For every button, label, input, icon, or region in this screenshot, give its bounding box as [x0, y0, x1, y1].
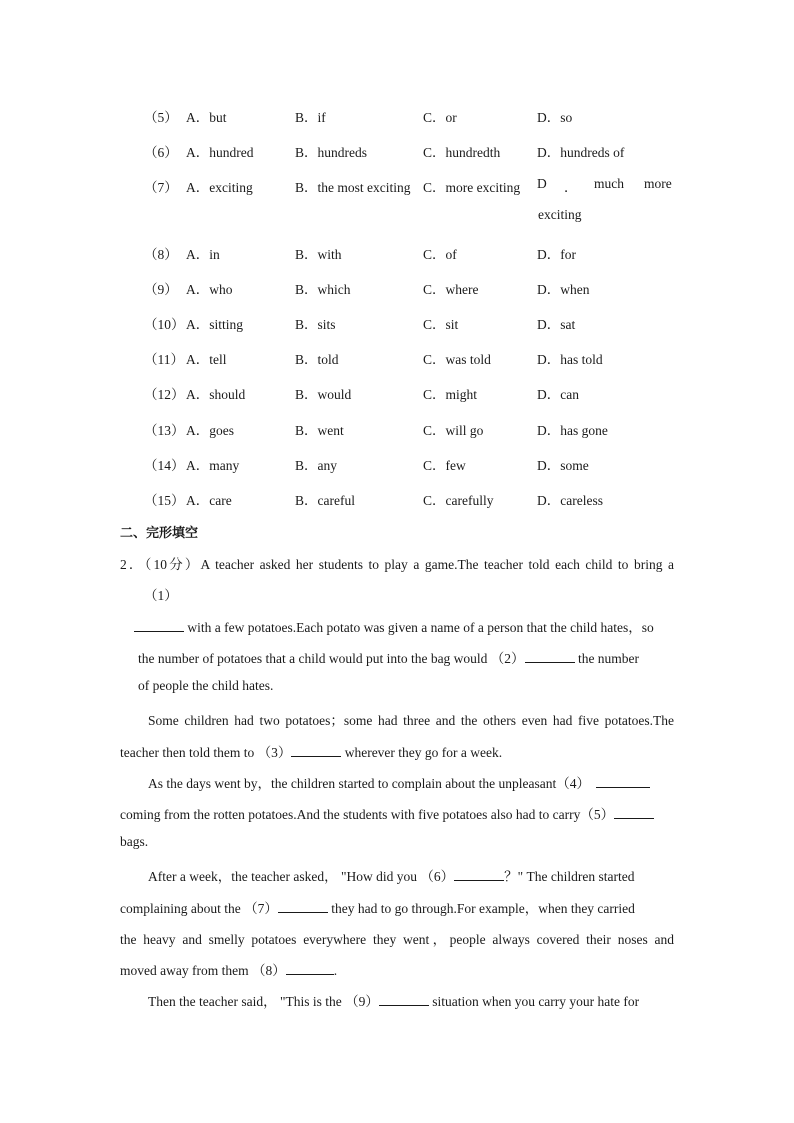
option-row-7-continued: [0, 207, 794, 227]
option-d: D．hundreds of: [537, 145, 625, 160]
passage-text: Then the teacher said， "This is the （9）: [148, 994, 379, 1009]
option-b: B．if: [295, 110, 326, 125]
question-number: （11）: [144, 352, 184, 367]
option-b: B．told: [295, 352, 339, 367]
option-d: D．sat: [537, 317, 576, 332]
question-number: （9）: [144, 282, 178, 297]
option-d: D．for: [537, 247, 576, 262]
passage-text: As the days went by，the children started to complain about the unpleasant（4）: [148, 776, 591, 791]
option-d-much: much: [594, 176, 624, 191]
option-row-6: [0, 141, 794, 161]
option-c: C．or: [423, 110, 457, 125]
option-row-15: [0, 489, 794, 509]
answer-blank-2[interactable]: [525, 650, 575, 663]
option-a: A．hundred: [186, 145, 254, 160]
option-b: B．went: [295, 423, 344, 438]
question-number: （12）: [144, 387, 185, 402]
passage-line-13: the heavy and smelly potatoes everywhere they went，people always covered their noses and: [120, 932, 674, 947]
option-d: D．has gone: [537, 423, 608, 438]
passage-text: the number: [574, 651, 640, 666]
option-b: B．careful: [295, 493, 355, 508]
option-b: B．which: [295, 282, 351, 297]
option-a: A．sitting: [186, 317, 244, 332]
option-a: A．who: [186, 282, 233, 297]
passage-text: coming from the rotten potatoes.And the students with five potatoes also had to carry（5）: [120, 807, 615, 822]
option-a: A．goes: [186, 423, 234, 438]
option-row-10: [0, 313, 794, 333]
passage-line-8: [148, 772, 650, 792]
option-a: A．exciting: [186, 180, 253, 195]
option-d: D．so: [537, 110, 573, 125]
option-d-more: more: [644, 176, 672, 191]
passage-line-14: [120, 959, 337, 979]
passage-text: complaining about the （7）: [120, 901, 278, 916]
option-a: A．should: [186, 387, 246, 402]
passage-line-10: bags.: [120, 834, 149, 849]
option-d: D．can: [537, 387, 579, 402]
answer-blank-1[interactable]: [134, 619, 184, 632]
passage-text: moved away from them （8）: [120, 963, 286, 978]
option-d-dot: ．: [564, 180, 578, 195]
option-c: C．will go: [423, 423, 484, 438]
question-number: （8）: [144, 247, 178, 262]
passage-line-4: [138, 647, 639, 667]
option-c: C．might: [423, 387, 478, 402]
option-b: B．hundreds: [295, 145, 367, 160]
option-c: C．of: [423, 247, 457, 262]
option-d: D．careless: [537, 493, 603, 508]
option-d: D．has told: [537, 352, 603, 367]
answer-blank-3[interactable]: [291, 744, 341, 757]
passage-text: with a few potatoes.Each potato was given a name of a person that the child hates，so: [184, 620, 654, 635]
option-c: C．more exciting: [423, 180, 521, 195]
passage-text: wherever they go for a week.: [341, 745, 503, 760]
passage-line-2: （1）: [144, 588, 178, 603]
passage-text: ？" The children started: [504, 869, 635, 884]
option-c: C．hundredth: [423, 145, 501, 160]
option-c: C．was told: [423, 352, 491, 367]
option-d-letter: D: [537, 176, 547, 191]
passage-text: After a week，the teacher asked， "How did you （6）: [148, 869, 455, 884]
option-b: B．with: [295, 247, 342, 262]
option-b: B．sits: [295, 317, 336, 332]
option-row-9: [0, 278, 794, 298]
question-number: （5）: [144, 110, 178, 125]
question-number: （14）: [144, 458, 185, 473]
passage-text: teacher then told them to （3）: [120, 745, 292, 760]
answer-blank-9[interactable]: [379, 993, 429, 1006]
option-b: B．would: [295, 387, 352, 402]
option-d-continued: exciting: [538, 207, 582, 222]
answer-blank-5[interactable]: [614, 806, 654, 819]
passage-text: .: [333, 963, 338, 978]
option-b: B．the most exciting: [295, 180, 411, 195]
passage-line-11: [148, 865, 635, 885]
option-c: C．sit: [423, 317, 459, 332]
option-row-7: [0, 176, 794, 196]
question-number: （15）: [144, 493, 185, 508]
question-number: （6）: [144, 145, 178, 160]
passage-line-3: [134, 616, 654, 636]
passage-text: they had to go through.For example，when they carried: [327, 901, 635, 916]
passage-text: situation when you carry your hate for: [428, 994, 640, 1009]
option-b: B．any: [295, 458, 337, 473]
option-row-13: [0, 419, 794, 439]
option-row-14: [0, 454, 794, 474]
option-d: D．some: [537, 458, 589, 473]
passage-line-12: [120, 897, 635, 917]
option-d: D．when: [537, 282, 590, 297]
option-row-12: [0, 383, 794, 403]
option-row-5: [0, 106, 794, 126]
answer-blank-6[interactable]: [454, 868, 504, 881]
passage-line-9: [120, 803, 654, 823]
answer-blank-8[interactable]: [286, 962, 334, 975]
option-c: C．carefully: [423, 493, 494, 508]
option-a: A．many: [186, 458, 240, 473]
question-number: （13）: [144, 423, 185, 438]
option-a: A．but: [186, 110, 227, 125]
passage-line-1: 2．（10分）A teacher asked her students to play a game.The teacher told each child to bring a: [120, 557, 674, 572]
option-a: A．care: [186, 493, 232, 508]
section-title: 二、完形填空: [120, 526, 199, 541]
option-a: A．tell: [186, 352, 227, 367]
question-number: （7）: [144, 180, 178, 195]
passage-line-7: [120, 741, 502, 761]
passage-line-5: of people the child hates.: [138, 678, 274, 693]
passage-line-15: [148, 990, 639, 1010]
option-row-8: [0, 243, 794, 263]
question-number: （10）: [144, 317, 185, 332]
option-a: A．in: [186, 247, 220, 262]
answer-blank-7[interactable]: [278, 900, 328, 913]
option-row-11: [0, 348, 794, 368]
passage-text: the number of potatoes that a child would put into the bag would （2）: [138, 651, 525, 666]
passage-line-6: Some children had two potatoes；some had three and the others even had five potatoes.The: [148, 713, 674, 728]
option-c: C．few: [423, 458, 466, 473]
option-c: C．where: [423, 282, 479, 297]
answer-blank-4[interactable]: [596, 775, 650, 788]
